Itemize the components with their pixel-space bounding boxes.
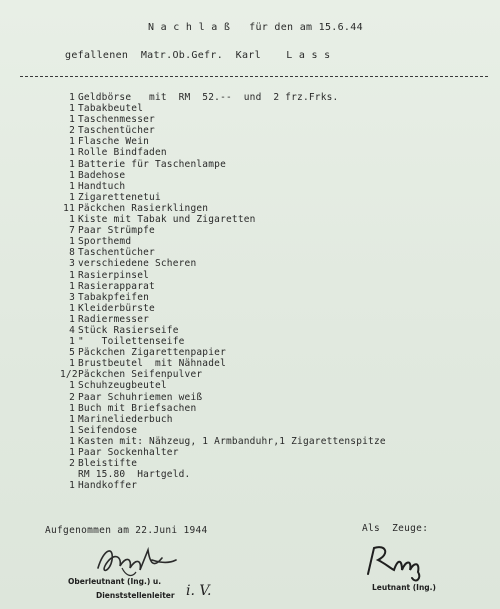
item-description: Flasche Wein — [78, 136, 150, 148]
item-quantity: 1/2 — [60, 369, 78, 381]
item-description: Buch mit Briefsachen — [78, 402, 197, 414]
item-description: Kiste mit Tabak und Zigaretten — [78, 214, 256, 226]
list-item — [60, 192, 480, 203]
list-item — [60, 214, 480, 225]
document-subtitle: gefallenen Matr.Ob.Gefr. Karl L a s s — [65, 50, 331, 61]
list-item — [60, 392, 480, 403]
list-item — [60, 114, 480, 125]
item-description: Paar Strümpfe — [78, 225, 155, 237]
item-description: Kleiderbürste — [78, 302, 155, 314]
list-item — [60, 325, 480, 336]
item-description: Rolle Bindfaden — [78, 147, 167, 159]
item-description: " Toilettenseife — [78, 336, 185, 348]
item-quantity: 1 — [69, 236, 75, 248]
item-quantity: 7 — [69, 225, 75, 237]
item-description: Zigarettenetui — [78, 191, 161, 203]
stamp-left-line1: Oberleutnant (Ing.) u. — [68, 577, 162, 586]
list-item — [60, 236, 480, 247]
item-quantity: 1 — [69, 302, 75, 314]
item-quantity: 1 — [69, 447, 75, 458]
list-item — [60, 358, 480, 369]
item-description: Päckchen Rasierklingen — [78, 202, 209, 214]
item-description: Geldbörse mit RM 52.-- und 2 frz.Frks. — [78, 92, 339, 103]
item-quantity: 1 — [69, 413, 75, 425]
list-item — [60, 103, 480, 114]
item-quantity: 3 — [69, 291, 75, 303]
item-description: Schuhzeugbeutel — [78, 380, 167, 392]
item-description: Handtuch — [78, 180, 126, 192]
item-description: Paar Schuhriemen weiß — [78, 391, 203, 403]
item-description: Stück Rasierseife — [78, 324, 179, 336]
divider — [20, 76, 488, 77]
item-description: RM 15.80 Hartgeld. — [78, 469, 191, 481]
stamp-left-iv: i. V. — [186, 583, 212, 599]
list-item — [60, 469, 480, 480]
item-description: Handkoffer — [78, 480, 138, 492]
item-description: Taschentücher — [78, 125, 155, 137]
list-item — [60, 403, 480, 414]
item-description: Brustbeutel mit Nähnadel — [78, 358, 226, 370]
item-description: Radiermesser — [78, 313, 150, 325]
signature-right — [360, 540, 440, 582]
list-item — [60, 369, 480, 380]
item-quantity: 1 — [69, 158, 75, 170]
list-item — [60, 314, 480, 325]
item-quantity: 1 — [69, 313, 75, 325]
list-item — [60, 347, 480, 358]
item-description: Bleistifte — [78, 458, 138, 470]
item-quantity: 5 — [69, 347, 75, 359]
item-quantity: 1 — [69, 336, 75, 348]
item-quantity: 1 — [69, 269, 75, 281]
item-description: Seifendose — [78, 424, 138, 436]
item-description: Rasierapparat — [78, 280, 155, 292]
list-item — [60, 336, 480, 347]
list-item — [60, 303, 480, 314]
witness-label: Als Zeuge: — [362, 523, 429, 534]
item-description: Paar Sockenhalter — [78, 447, 179, 458]
list-item — [60, 136, 480, 147]
item-quantity: 4 — [69, 324, 75, 336]
item-description: Marineliederbuch — [78, 413, 173, 425]
item-quantity — [60, 469, 78, 480]
item-description: Badehose — [78, 169, 126, 181]
item-description: Tabakbeutel — [78, 103, 144, 115]
list-item — [60, 247, 480, 258]
recorded-date: Aufgenommen am 22.Juni 1944 — [45, 525, 208, 536]
list-item — [60, 225, 480, 236]
item-description: verschiedene Scheren — [78, 258, 197, 270]
item-quantity: 2 — [69, 125, 75, 137]
item-quantity: 1 — [69, 435, 75, 447]
item-quantity: 1 — [69, 180, 75, 192]
item-description: Batterie für Taschenlampe — [78, 158, 226, 170]
item-description: Päckchen Zigarettenpapier — [78, 347, 226, 359]
item-quantity: 1 — [69, 380, 75, 392]
item-quantity: 1 — [69, 136, 75, 148]
list-item — [60, 92, 480, 103]
item-description: Taschenmesser — [78, 114, 155, 126]
item-quantity: 1 — [69, 402, 75, 414]
item-quantity: 11 — [63, 202, 75, 214]
item-description: Taschentücher — [78, 247, 155, 259]
item-quantity: 3 — [69, 258, 75, 270]
list-item — [60, 436, 480, 447]
list-item — [60, 170, 480, 181]
item-quantity: 8 — [69, 247, 75, 259]
list-item — [60, 203, 480, 214]
list-item — [60, 480, 480, 491]
inventory-list — [60, 92, 480, 491]
item-quantity: 1 — [69, 358, 75, 370]
item-description: Tabakpfeifen — [78, 291, 150, 303]
item-quantity: 1 — [69, 103, 75, 115]
item-quantity: 2 — [69, 458, 75, 470]
item-quantity: 1 — [69, 424, 75, 436]
item-description: Rasierpinsel — [78, 269, 150, 281]
list-item — [60, 458, 480, 469]
item-quantity: 1 — [69, 147, 75, 159]
list-item — [60, 380, 480, 391]
list-item — [60, 414, 480, 425]
item-quantity: 1 — [69, 191, 75, 203]
item-quantity: 1 — [69, 280, 75, 292]
list-item — [60, 147, 480, 158]
item-description: Päckchen Seifenpulver — [78, 369, 203, 381]
item-description: Sporthemd — [78, 236, 132, 248]
list-item — [60, 181, 480, 192]
item-quantity: 1 — [69, 480, 75, 492]
list-item — [60, 281, 480, 292]
item-quantity: 1 — [69, 114, 75, 126]
stamp-left-line2: Dienststellenleiter — [96, 591, 175, 600]
list-item — [60, 447, 480, 458]
item-quantity: 1 — [69, 214, 75, 226]
stamp-right: Leutnant (Ing.) — [372, 583, 436, 592]
item-quantity: 2 — [69, 391, 75, 403]
item-description: Kasten mit: Nähzeug, 1 Armbanduhr,1 Zigarettenspitze — [78, 435, 386, 447]
list-item — [60, 125, 480, 136]
item-quantity: 1 — [69, 169, 75, 181]
item-quantity: 1 — [69, 92, 75, 103]
list-item — [60, 258, 480, 269]
list-item — [60, 270, 480, 281]
document-title: N a c h l a ß für den am 15.6.44 — [148, 22, 363, 33]
list-item — [60, 425, 480, 436]
list-item — [60, 292, 480, 303]
list-item — [60, 159, 480, 170]
